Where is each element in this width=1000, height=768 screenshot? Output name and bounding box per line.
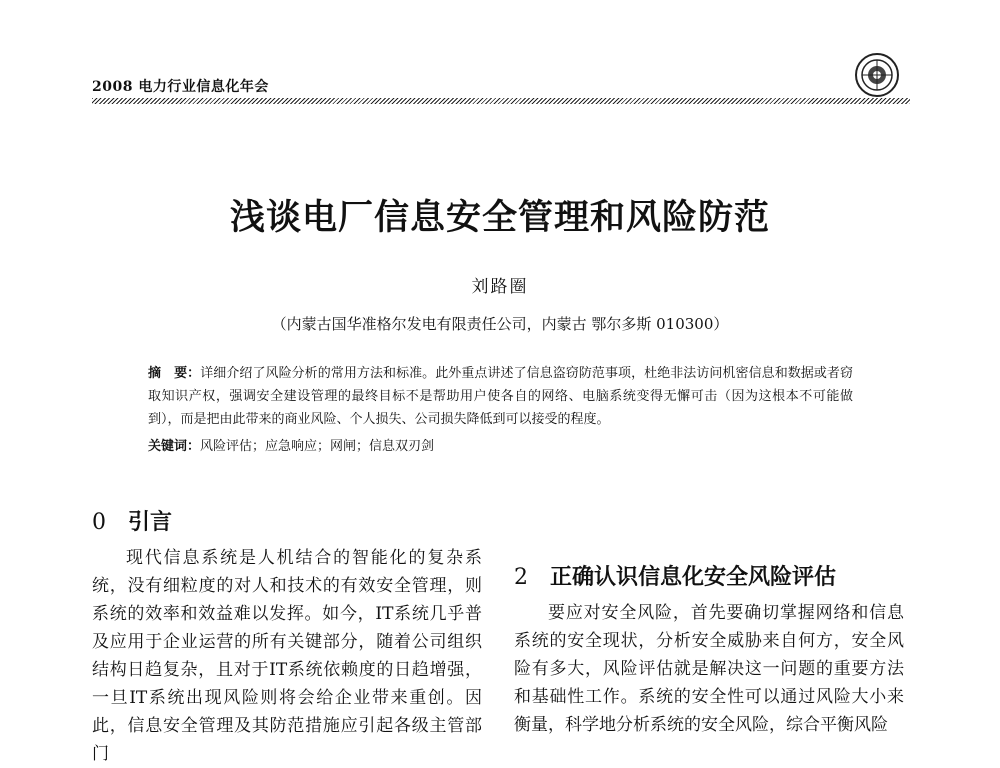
- section-0-number: 0: [92, 510, 106, 535]
- section-2-number: 2: [514, 565, 528, 590]
- keywords-text: 风险评估；应急响应；网闸；信息双刃剑: [200, 439, 435, 454]
- abstract: [148, 362, 853, 431]
- abstract-label: 摘 要：: [148, 366, 201, 381]
- section-0-heading: [92, 505, 172, 536]
- section-0-paragraph: 现代信息系统是人机结合的智能化的复杂系统，没有细粒度的对人和技术的有效安全管理，则系统的效率和效益难以发挥。如今，IT系统几乎普及应用于企业运营的所有关键部分，随着公司组织结构日趋复杂，且对于IT系统依赖度的日趋增强，一旦IT系统出现风险则将会给企业带来重创。因此，信息安全管理及其防范措施应引起各级主管部门: [92, 548, 482, 764]
- author-affiliation: （内蒙古国华准格尔发电有限责任公司，内蒙古 鄂尔多斯 010300）: [271, 315, 729, 333]
- paper-title: 浅谈电厂信息安全管理和风险防范: [229, 197, 770, 238]
- keywords: [148, 436, 853, 458]
- section-2-paragraph: 要应对安全风险，首先要确切掌握网络和信息系统的安全现状，分析安全威胁来自何方，安全风险有多大，风险评估就是解决这一问题的重要方法和基础性工作。系统的安全性可以通过风险大小来衡量，科学地分析系统的安全风险，综合平衡风险: [514, 603, 904, 735]
- keywords-label: 关键词：: [148, 439, 201, 454]
- running-header: [92, 70, 910, 110]
- section-0-title: 引言: [128, 509, 173, 535]
- header-rule: [92, 98, 910, 104]
- author-name: 刘路圈: [471, 277, 529, 297]
- abstract-text: 详细介绍了风险分析的常用方法和标准。此外重点讲述了信息盗窃防范事项，杜绝非法访问机密信息和数据或者窃取知识产权，强调安全建设管理的最终目标不是帮助用户使各自的网络、电脑系统变得无懈可击（因为这根本不可能做到），而是把由此带来的商业风险、个人损失、公司损失降低到可以接受的程度。: [148, 366, 853, 427]
- section-2-title: 正确认识信息化安全风险评估: [550, 564, 837, 590]
- running-title: 2008 电力行业信息化年会: [92, 79, 269, 95]
- conference-seal-icon: [854, 52, 900, 98]
- section-2-heading: [514, 560, 836, 591]
